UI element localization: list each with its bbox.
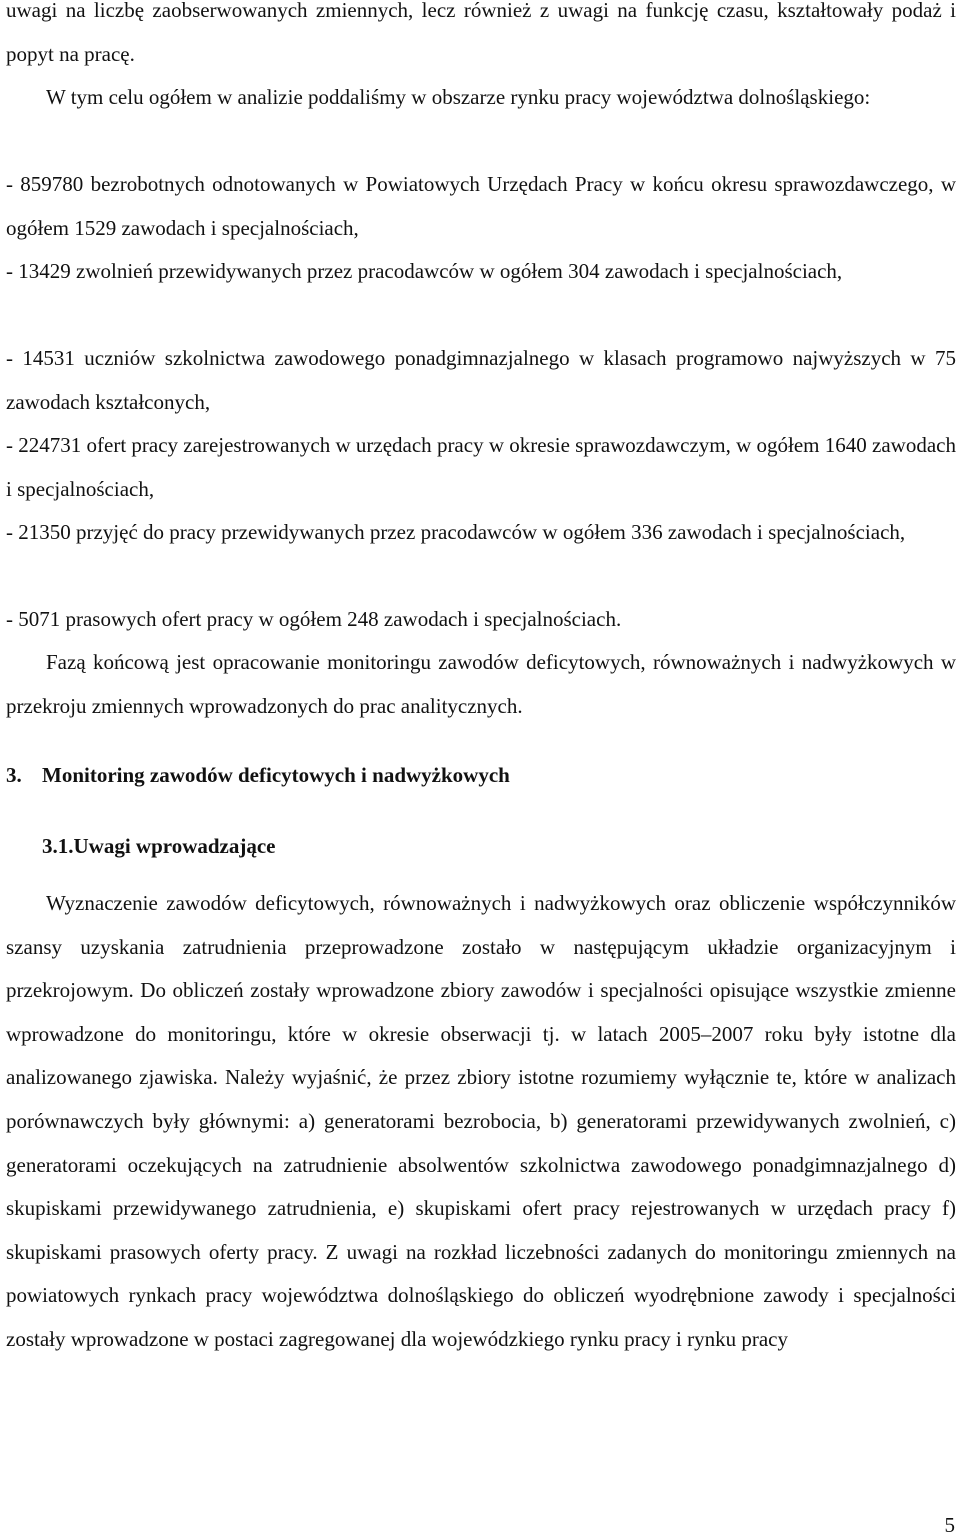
list-item: - 859780 bezrobotnych odnotowanych w Powiatowych Urzędach Pracy w końcu okresu sprawozdawczego, w ogółem 1529 zawodach i specjalnościach,	[6, 172, 956, 240]
section-heading	[6, 760, 510, 790]
final-phase-paragraph: Fazą końcową jest opracowanie monitoringu zawodów deficytowych, równoważnych i nadwyżkowych w przekroju zmiennych wprowadzonych do prac analitycznych.	[6, 650, 956, 718]
list-item: - 13429 zwolnień przewidywanych przez pracodawców w ogółem 304 zawodach i specjalnościach,	[6, 259, 843, 283]
intro-paragraph: uwagi na liczbę zaobserwowanych zmiennych, lecz również z uwagi na funkcję czasu, kształtowały podaż i popyt na pracę.	[6, 0, 956, 66]
analysis-intro-paragraph: W tym celu ogółem w analizie poddaliśmy w obszarze rynku pracy województwa dolnośląskiego:	[46, 85, 871, 109]
page-number: 5	[944, 1513, 955, 1537]
subsection-title: Uwagi wprowadzające	[73, 834, 276, 858]
section-number: 3.	[6, 763, 22, 787]
body-paragraph: Wyznaczenie zawodów deficytowych, równoważnych i nadwyżkowych oraz obliczenie współczynników szansy uzyskania zatrudnienia przeprowadzone zostało w następującym układzie organizacyjnym i przekrojowym. Do obliczeń zostały wprowadzone zbiory zawodów i specjalności opisujące wszystkie zmienne wprowadzone do monitoringu, które w okresie obserwacji tj. w latach 2005–2007 roku były istotne dla analizowanego zjawiska. Należy wyjaśnić, że przez zbiory istotne rozumiemy wyłącznie te, które w analizach porównawczych były głównymi: a) generatorami bezrobocia, b) generatorami przewidywanych zwolnień, c) generatorami oczekujących na zatrudnienie absolwentów szkolnictwa zawodowego ponadgimnazjalnego d) skupiskami przewidywanego zatrudnienia, e) skupiskami ofert pracy rejestrowanych w urzędach pracy f) skupiskami prasowych oferty pracy. Z uwagi na rozkład liczebności zadanych do monitoringu zmiennych na powiatowych rynkach pracy województwa dolnośląskiego do obliczeń wyodrębnione zawody i specjalności zostały wprowadzone w postaci zagregowanej dla wojewódzkiego rynku pracy i rynku pracy	[6, 891, 956, 1351]
section-title: Monitoring zawodów deficytowych i nadwyżkowych	[42, 763, 510, 787]
subsection-number: 3.1.	[42, 834, 74, 858]
list-item: - 224731 ofert pracy zarejestrowanych w urzędach pracy w okresie sprawozdawczym, w ogółem 1640 zawodach i specjalnościach,	[6, 433, 956, 501]
list-item: - 21350 przyjęć do pracy przewidywanych przez pracodawców w ogółem 336 zawodach i specjalnościach,	[6, 520, 906, 544]
list-item: - 5071 prasowych ofert pracy w ogółem 248 zawodach i specjalnościach.	[6, 607, 622, 631]
list-item: - 14531 uczniów szkolnictwa zawodowego ponadgimnazjalnego w klasach programowo najwyższych w 75 zawodach kształconych,	[6, 346, 956, 414]
subsection-heading	[42, 831, 276, 861]
